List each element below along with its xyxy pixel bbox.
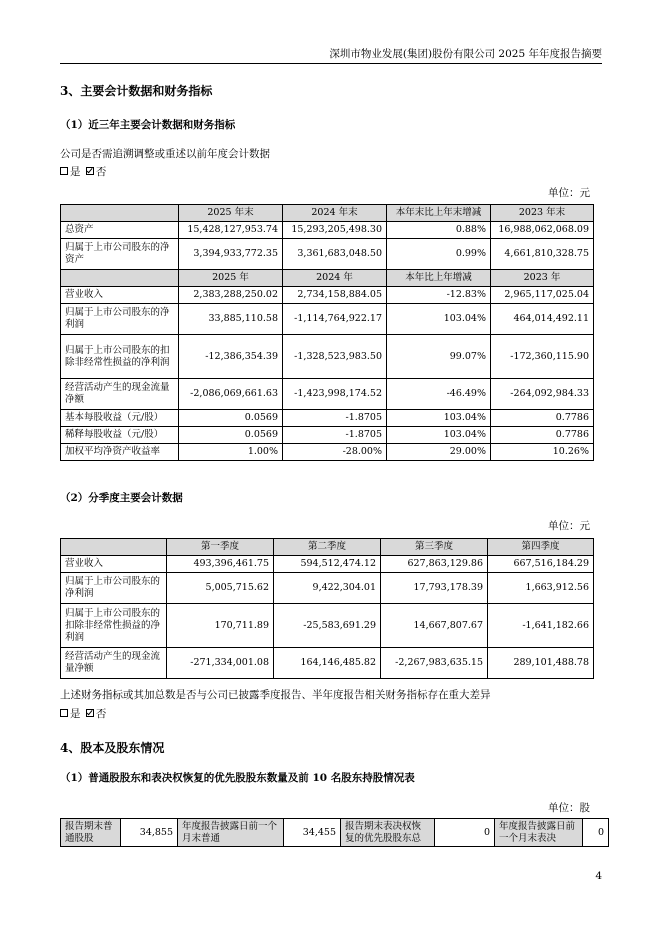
column-header: 2024 年末	[283, 205, 387, 222]
table-cell: -2,086,069,661.63	[179, 379, 283, 410]
table-cell: 2,965,117,025.04	[491, 287, 594, 304]
row-label: 营业收入	[61, 287, 179, 304]
table-cell: -28.00%	[283, 444, 387, 461]
table-header-row	[61, 205, 594, 222]
table-cell: -271,334,001.08	[167, 648, 274, 679]
page-number: 4	[595, 870, 602, 882]
column-header	[61, 539, 167, 556]
column-header	[61, 205, 179, 222]
row-label: 归属于上市公司股东的净利润	[61, 304, 179, 335]
column-header: 2023 年末	[491, 205, 594, 222]
table-row	[61, 335, 594, 379]
table-cell: -264,092,984.33	[491, 379, 594, 410]
table-cell: 1.00%	[179, 444, 283, 461]
table-cell: 0.88%	[387, 222, 491, 239]
table-cell: -25,583,691.29	[274, 604, 381, 648]
table-cell: 34,855	[121, 819, 178, 847]
row-label: 经营活动产生的现金流量净额	[61, 379, 179, 410]
table-cell: 5,005,715.62	[167, 573, 274, 604]
column-header: 第一季度	[167, 539, 274, 556]
table-row	[61, 239, 594, 270]
table-cell: 493,396,461.75	[167, 556, 274, 573]
column-header: 本年比上年增减	[387, 270, 491, 287]
row-label: 归属于上市公司股东的净利润	[61, 573, 167, 604]
table-cell: 16,988,062,068.09	[491, 222, 594, 239]
column-header: 2025 年末	[179, 205, 283, 222]
table-cell: -46.49%	[387, 379, 491, 410]
section-4-title: 4、股本及股东情况	[60, 741, 165, 755]
row-label: 加权平均净资产收益率	[61, 444, 179, 461]
table-cell: 1,663,912.56	[488, 573, 594, 604]
table-cell: 33,885,110.58	[179, 304, 283, 335]
restatement-question: 公司是否需追溯调整或重述以前年度会计数据	[60, 148, 270, 160]
table-cell: -12.83%	[387, 287, 491, 304]
table-row	[61, 556, 594, 573]
checkbox-yes-icon	[60, 709, 68, 717]
table-header-row	[61, 270, 594, 287]
restatement-choices	[60, 164, 106, 179]
table-cell: 464,014,492.11	[491, 304, 594, 335]
section-3-2-title: （2）分季度主要会计数据	[60, 492, 183, 504]
table-cell: 164,146,485.82	[274, 648, 381, 679]
table-cell: 170,711.89	[167, 604, 274, 648]
table-cell: -1,328,523,983.50	[283, 335, 387, 379]
row-label: 归属于上市公司股东的净资产	[61, 239, 179, 270]
row-label: 稀释每股收益（元/股）	[61, 427, 179, 444]
column-header: 第四季度	[488, 539, 594, 556]
table-cell: 34,455	[284, 819, 341, 847]
header-divider	[60, 63, 602, 64]
table-cell: 2,383,288,250.02	[179, 287, 283, 304]
column-header: 第三季度	[381, 539, 488, 556]
table-cell: 289,101,488.78	[488, 648, 594, 679]
choice-yes-label: 是	[70, 708, 81, 720]
table-cell: -1,423,998,174.52	[283, 379, 387, 410]
row-label: 年度报告披露日前一个月末表决	[495, 819, 583, 847]
unit-label-3: 单位：股	[548, 802, 590, 814]
table-cell: 3,394,933,772.35	[179, 239, 283, 270]
table-row	[61, 573, 594, 604]
table-cell: -1,641,182.66	[488, 604, 594, 648]
table-cell: -2,267,983,635.15	[381, 648, 488, 679]
table-row	[61, 410, 594, 427]
key-financial-table	[60, 204, 594, 461]
unit-label-2: 单位：元	[548, 520, 590, 532]
table-cell: 627,863,129.86	[381, 556, 488, 573]
table-cell: 9,422,304.01	[274, 573, 381, 604]
row-label: 营业收入	[61, 556, 167, 573]
table-cell: 14,667,807.67	[381, 604, 488, 648]
unit-label: 单位：元	[548, 187, 590, 199]
discrepancy-question: 上述财务指标或其加总数是否与公司已披露季度报告、半年度报告相关财务指标存在重大差异	[60, 689, 491, 701]
table-cell: 0.99%	[387, 239, 491, 270]
column-header	[61, 270, 179, 287]
table-cell: -1,114,764,922.17	[283, 304, 387, 335]
table-row	[61, 379, 594, 410]
table-cell: 10.26%	[491, 444, 594, 461]
shareholder-count-table	[60, 818, 609, 847]
choice-yes-label: 是	[70, 166, 81, 178]
table-cell: 3,361,683,048.50	[283, 239, 387, 270]
row-label: 基本每股收益（元/股）	[61, 410, 179, 427]
table-cell: -1.8705	[283, 427, 387, 444]
choice-no-label: 否	[95, 166, 107, 178]
table-row	[61, 304, 594, 335]
table-cell: 0	[435, 819, 495, 847]
table-row	[61, 444, 594, 461]
table-cell: 99.07%	[387, 335, 491, 379]
table-cell: 0	[583, 819, 609, 847]
table-cell: 17,793,178.39	[381, 573, 488, 604]
table-row	[61, 287, 594, 304]
table-cell: 103.04%	[387, 304, 491, 335]
table-cell: 103.04%	[387, 427, 491, 444]
table-cell: 2,734,158,884.05	[283, 287, 387, 304]
row-label: 报告期末表决权恢复的优先股股东总	[341, 819, 435, 847]
table-row	[61, 819, 609, 847]
table-cell: 0.7786	[491, 427, 594, 444]
table-cell: 15,293,205,498.30	[283, 222, 387, 239]
section-4-1-title: （1）普通股股东和表决权恢复的优先股股东数量及前 10 名股东持股情况表	[60, 772, 415, 784]
checkbox-yes-icon	[60, 167, 68, 175]
row-label: 总资产	[61, 222, 179, 239]
column-header: 第二季度	[274, 539, 381, 556]
column-header: 2024 年	[283, 270, 387, 287]
discrepancy-choices	[60, 706, 106, 721]
column-header: 2025 年	[179, 270, 283, 287]
table-cell: 0.0569	[179, 410, 283, 427]
row-label: 归属于上市公司股东的扣除非经常性损益的净利润	[61, 604, 167, 648]
table-row	[61, 222, 594, 239]
checkbox-no-checked-icon	[86, 709, 94, 717]
row-label: 经营活动产生的现金流量净额	[61, 648, 167, 679]
row-label: 年度报告披露日前一个月末普通	[178, 819, 284, 847]
table-cell: 4,661,810,328.75	[491, 239, 594, 270]
row-label: 报告期末普通股股	[61, 819, 121, 847]
table-row	[61, 427, 594, 444]
table-cell: 0.0569	[179, 427, 283, 444]
choice-no-label: 否	[95, 708, 107, 720]
table-cell: -12,386,354.39	[179, 335, 283, 379]
table-cell: 594,512,474.12	[274, 556, 381, 573]
table-header-row	[61, 539, 594, 556]
quarterly-table	[60, 538, 594, 679]
table-cell: 15,428,127,953.74	[179, 222, 283, 239]
checkbox-no-checked-icon	[86, 167, 94, 175]
table-row	[61, 648, 594, 679]
section-3-title: 3、主要会计数据和财务指标	[60, 84, 213, 98]
page-header-title: 深圳市物业发展(集团)股份有限公司 2025 年年度报告摘要	[329, 48, 602, 60]
table-cell: -172,360,115.90	[491, 335, 594, 379]
table-cell: 29.00%	[387, 444, 491, 461]
table-row	[61, 604, 594, 648]
table-cell: 0.7786	[491, 410, 594, 427]
section-3-1-title: （1）近三年主要会计数据和财务指标	[60, 119, 236, 131]
row-label: 归属于上市公司股东的扣除非经常性损益的净利润	[61, 335, 179, 379]
table-cell: -1.8705	[283, 410, 387, 427]
column-header: 本年末比上年末增减	[387, 205, 491, 222]
table-cell: 667,516,184.29	[488, 556, 594, 573]
column-header: 2023 年	[491, 270, 594, 287]
table-cell: 103.04%	[387, 410, 491, 427]
